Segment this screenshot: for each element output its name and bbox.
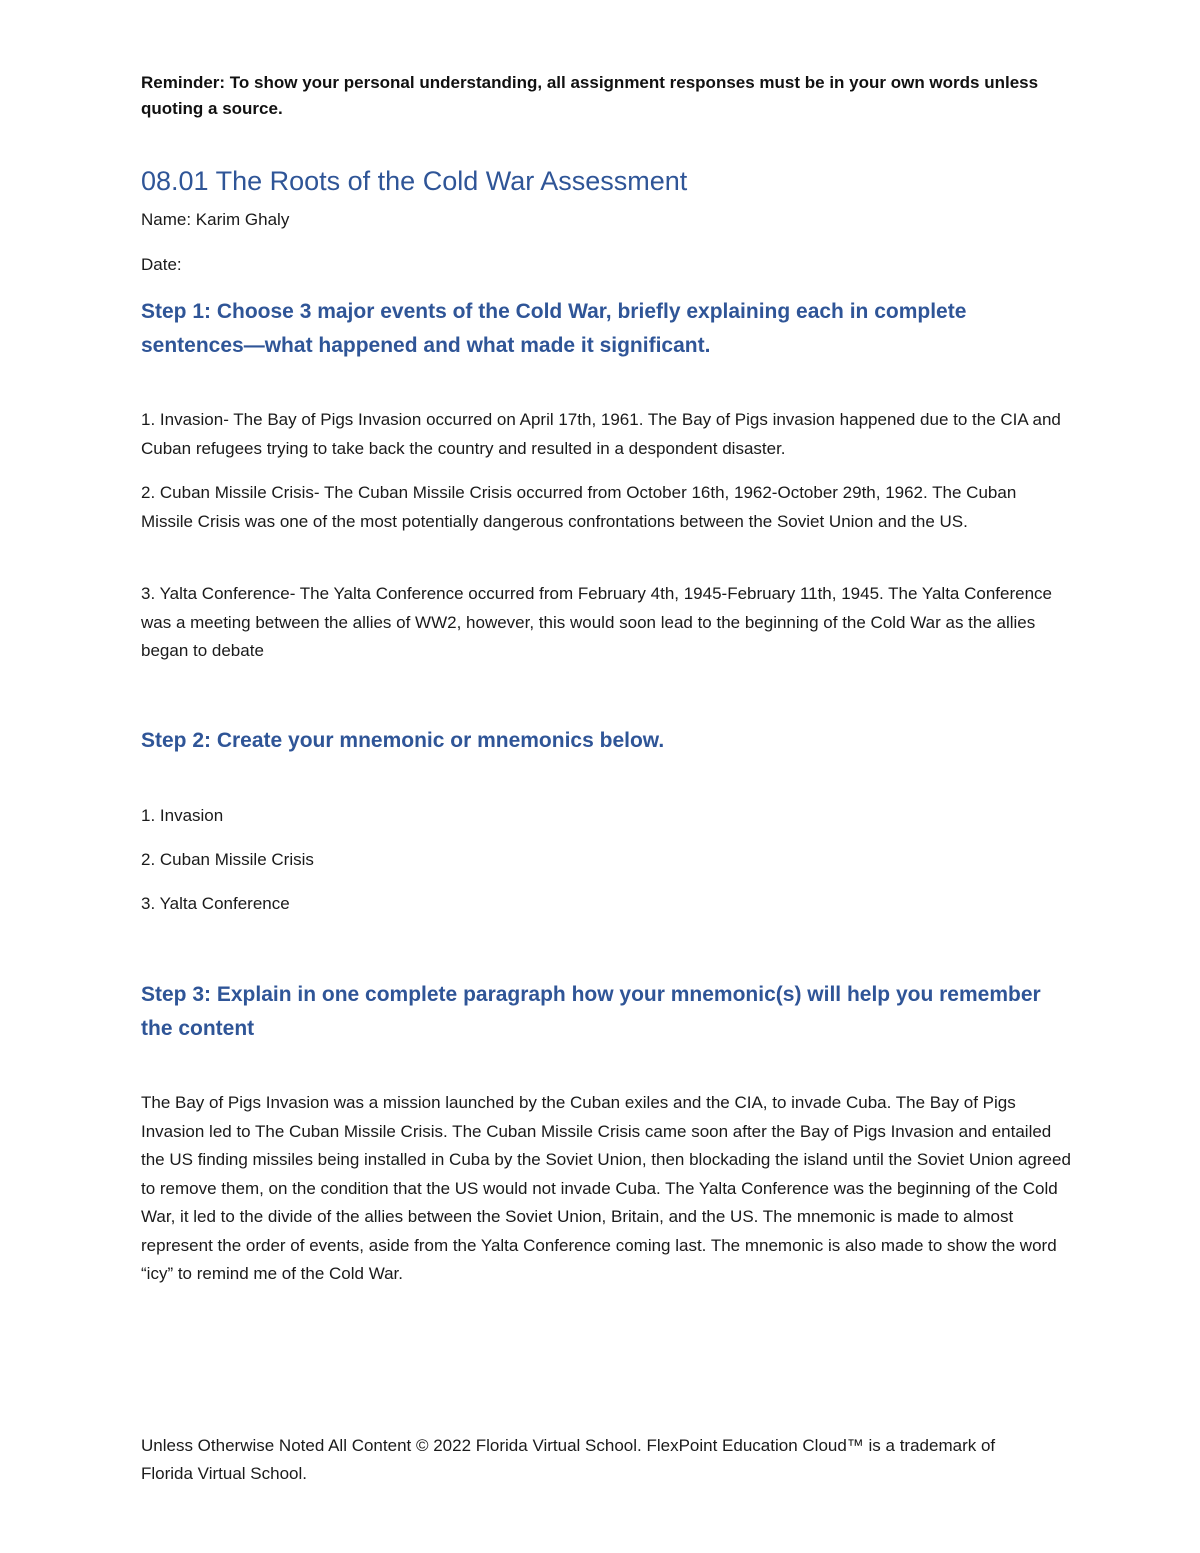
step2-heading: Step 2: Create your mnemonic or mnemonics below. — [141, 729, 665, 752]
event-item-1: 1. Invasion- The Bay of Pigs Invasion occurred on April 17th, 1961. The Bay of Pigs invasion happened due to the CIA and Cuban refugees trying to take back the country and resulted in a despondent disaster. — [141, 410, 1061, 458]
step1-heading: Step 1: Choose 3 major events of the Cold War, briefly explaining each in complete sentences—what happened and what made it significant. — [141, 300, 967, 357]
step3-heading: Step 3: Explain in one complete paragraph how your mnemonic(s) will help you remember the content — [141, 983, 1041, 1040]
copyright-footer: Unless Otherwise Noted All Content © 2022 Florida Virtual School. FlexPoint Education Cloud™ is a trademark of Florida Virtual School. — [141, 1436, 996, 1483]
reminder-note: Reminder: To show your personal understanding, all assignment responses must be in your own words unless quoting a source. — [141, 73, 1039, 118]
mnemonic-item-3: 3. Yalta Conference — [141, 894, 290, 913]
event-item-3: 3. Yalta Conference- The Yalta Conference occurred from February 4th, 1945-February 11th, 1945. The Yalta Conference was a meeting between the allies of WW2, however, this would soon lead to the beginning of the Cold War as the allies began to debate — [141, 584, 1052, 660]
explanation-paragraph: The Bay of Pigs Invasion was a mission launched by the Cuban exiles and the CIA, to invade Cuba. The Bay of Pigs Invasion led to The Cuban Missile Crisis. The Cuban Missile Crisis came soon after the Bay of Pigs Invasion and entailed the US finding missiles being installed in Cuba by the Soviet Union, then blockading the island until the Soviet Union agreed to remove them, on the condition that the US would not invade Cuba. The Yalta Conference was the beginning of the Cold War, it led to the divide of the allies between the Soviet Union, Britain, and the US. The mnemonic is made to almost represent the order of events, aside from the Yalta Conference coming last. The mnemonic is also made to show the word “icy” to remind me of the Cold War. — [141, 1093, 1071, 1283]
mnemonic-item-2: 2. Cuban Missile Crisis — [141, 850, 314, 869]
date-field: Date: — [141, 255, 182, 274]
page-title: 08.01 The Roots of the Cold War Assessment — [141, 166, 688, 196]
event-item-2: 2. Cuban Missile Crisis- The Cuban Missile Crisis occurred from October 16th, 1962-October 29th, 1962. The Cuban Missile Crisis was one of the most potentially dangerous confrontations between the Soviet Union and the US. — [141, 483, 1017, 531]
mnemonic-item-1: 1. Invasion — [141, 806, 224, 825]
name-field: Name: Karim Ghaly — [141, 210, 290, 229]
